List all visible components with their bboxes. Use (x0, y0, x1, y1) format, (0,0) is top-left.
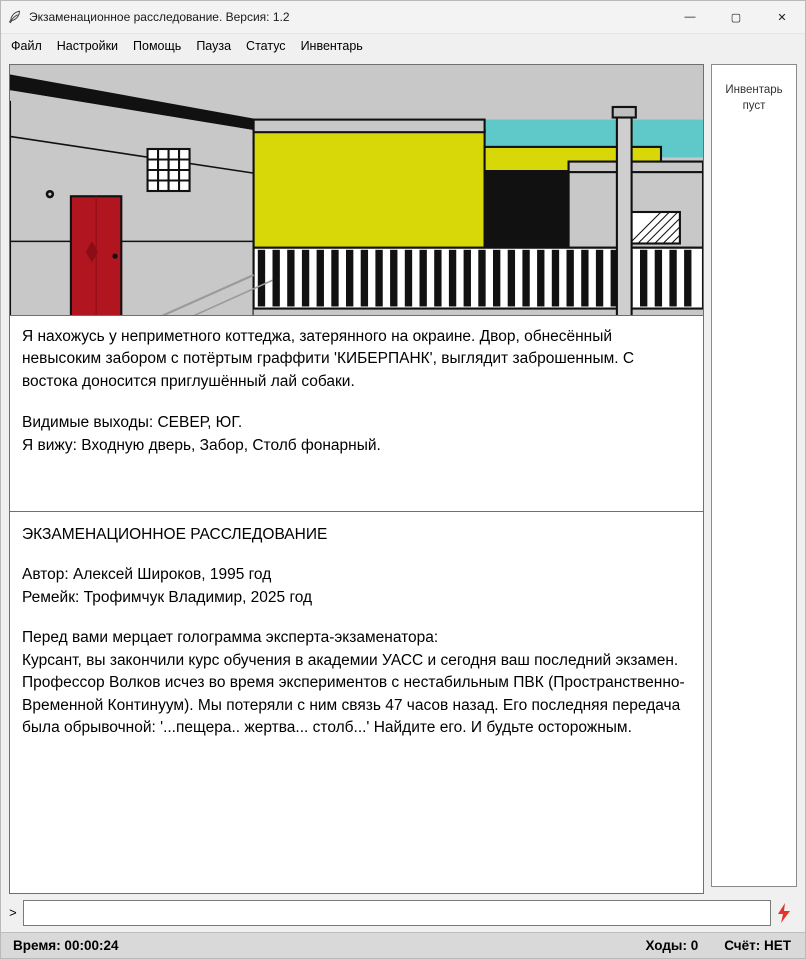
command-input[interactable] (23, 900, 771, 926)
menu-item-pause[interactable]: Пауза (196, 38, 232, 53)
menu-bar (1, 34, 805, 58)
window-title: Экзаменационное расследование. Версия: 1.2 (29, 10, 290, 24)
room-description: Я нахожусь у неприметного коттеджа, затерянного на окраине. Двор, обнесённый невысоким забором с потёртым граффити 'КИБЕРПАНК', выглядит заброшенным. С востока доносится приглушённый лай собаки. (22, 328, 635, 390)
scene-illustration (10, 65, 703, 316)
inventory-line-2: пуст (742, 99, 766, 112)
story-remake: Ремейк: Трофимчук Владимир, 2025 год (22, 588, 313, 606)
main-content (1, 58, 805, 894)
menu-item-inventory[interactable]: Инвентарь (300, 38, 363, 53)
status-moves: Ходы: 0 (645, 938, 699, 953)
story-author: Автор: Алексей Широков, 1995 год (22, 566, 272, 584)
minimize-button[interactable]: — (684, 11, 696, 23)
room-exits: Видимые выходы: СЕВЕР, ЮГ. (22, 414, 243, 432)
quill-icon (1, 1, 29, 33)
room-visible-objects: Я вижу: Входную дверь, Забор, Столб фонарный. (22, 436, 381, 454)
close-button[interactable]: ✕ (777, 11, 787, 24)
menu-item-settings[interactable]: Настройки (56, 38, 119, 53)
command-row (1, 894, 805, 932)
menu-item-status[interactable]: Статус (246, 38, 286, 53)
inventory-column (711, 64, 797, 894)
room-description-panel (9, 316, 704, 512)
status-time: Время: 00:00:24 (13, 938, 119, 953)
status-score: Счёт: НЕТ (724, 938, 791, 953)
menu-item-file[interactable]: Файл (11, 38, 42, 53)
inventory-panel[interactable] (711, 64, 797, 887)
status-bar (1, 932, 805, 958)
story-intro: Перед вами мерцает голограмма эксперта-экзаменатора: (22, 629, 439, 647)
scene-graphics (9, 64, 704, 316)
maximize-button[interactable]: ▢ (730, 11, 742, 24)
title-bar (1, 1, 805, 34)
lightning-icon[interactable] (771, 903, 797, 923)
menu-item-help[interactable]: Помощь (133, 38, 182, 53)
left-column (9, 64, 704, 894)
inventory-line-1: Инвентарь (725, 84, 783, 96)
window-controls (667, 1, 805, 33)
story-panel (9, 512, 704, 894)
story-body: Курсант, вы закончили курс обучения в академии УАСС и сегодня ваш последний экзамен. Профессор Волков исчез во время экспериментов с нестабильным ПВК (Пространственно-Временной Континуум). Мы потеряли с ним связь 47 часов назад. Его последняя передача была обрывочной: '...пещера.. жертва... столб...' Найдите его. И будьте осторожным. (22, 651, 685, 737)
prompt-symbol: > (9, 905, 17, 921)
story-heading: ЭКЗАМЕНАЦИОННОЕ РАССЛЕДОВАНИЕ (22, 526, 328, 543)
